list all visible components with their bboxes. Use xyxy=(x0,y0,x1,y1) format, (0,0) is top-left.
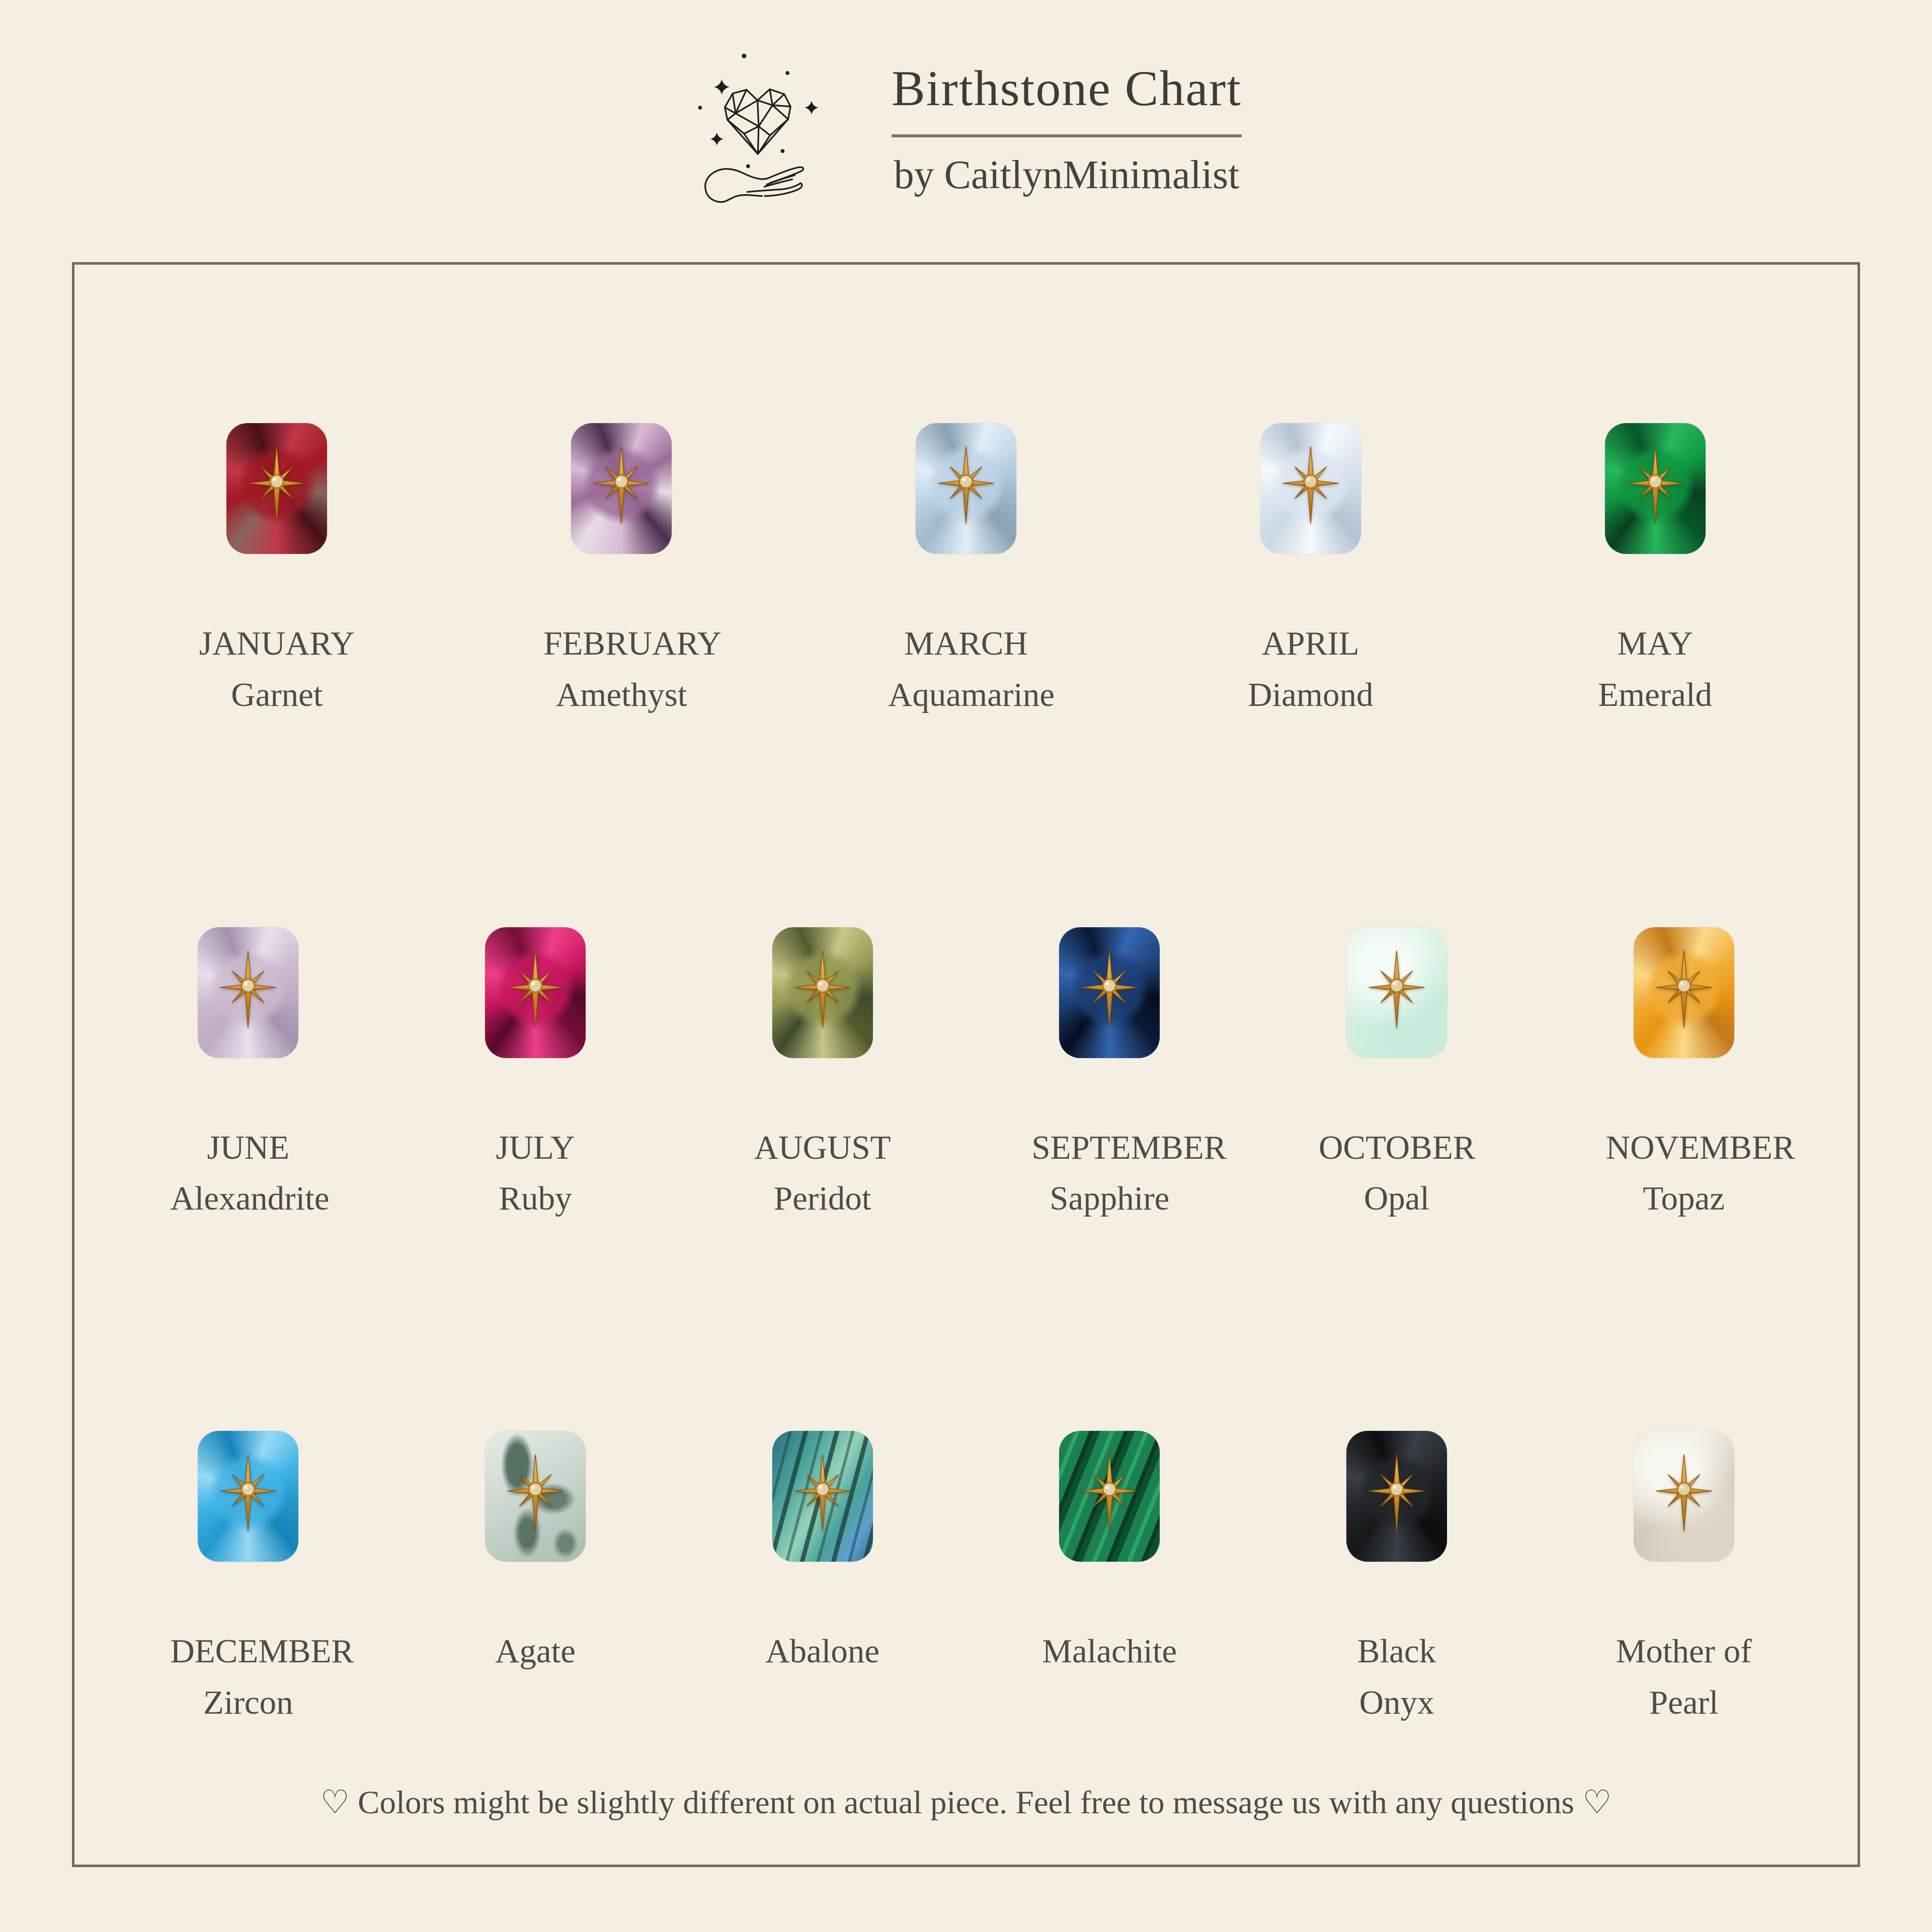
gem-tile-ruby xyxy=(392,927,679,1225)
gem-swatch xyxy=(1346,927,1447,1058)
stone-name-label: Ruby xyxy=(499,1180,572,1218)
heart-in-hand-logo-icon xyxy=(690,31,856,226)
month-label: SEPTEMBER xyxy=(1031,1129,1227,1166)
stone-name-label: Mother of Pearl xyxy=(1616,1633,1752,1722)
stone-name-label: Aquamarine xyxy=(888,676,1055,713)
gem-label xyxy=(1605,1122,1795,1225)
stone-name-label: Black Onyx xyxy=(1357,1633,1436,1722)
month-label: JULY xyxy=(496,1129,575,1166)
gem-label xyxy=(1042,1626,1177,1677)
gem-swatch xyxy=(198,1431,298,1562)
north-star-stud-icon xyxy=(592,445,651,529)
month-label: MAY xyxy=(1617,625,1693,662)
gem-label xyxy=(1606,1626,1762,1729)
gem-label xyxy=(765,1626,879,1677)
month-label: NOVEMBER xyxy=(1605,1129,1795,1166)
gem-label xyxy=(754,1122,891,1225)
gem-swatch xyxy=(772,927,873,1058)
north-star-stud-icon xyxy=(1080,1453,1139,1537)
gem-swatch xyxy=(1346,1431,1447,1562)
title-divider xyxy=(892,134,1242,137)
stone-name-label: Abalone xyxy=(765,1633,880,1670)
stone-name-label: Agate xyxy=(495,1633,576,1670)
north-star-stud-icon xyxy=(218,1453,278,1537)
gem-label xyxy=(496,1122,575,1225)
gem-tile-garnet xyxy=(105,423,449,721)
gem-swatch xyxy=(1059,1431,1160,1562)
gem-tile-diamond xyxy=(1138,423,1483,721)
north-star-stud-icon xyxy=(218,949,278,1032)
north-star-stud-icon xyxy=(247,445,306,529)
gem-tile-alexandrite xyxy=(105,927,392,1225)
gem-tile-aquamarine xyxy=(794,423,1139,721)
gem-label xyxy=(199,618,355,721)
gem-row-3 xyxy=(105,1431,1827,1729)
gem-label xyxy=(888,618,1055,721)
north-star-stud-icon xyxy=(506,1453,565,1537)
page-title: Birthstone Chart xyxy=(892,60,1242,116)
north-star-stud-icon xyxy=(1367,1453,1426,1537)
gem-tile-zircon xyxy=(105,1431,392,1729)
gem-tile-emerald xyxy=(1483,423,1827,721)
gem-swatch xyxy=(1260,423,1361,554)
gem-tile-malachite xyxy=(966,1431,1253,1729)
stone-name-label: Peridot xyxy=(773,1180,871,1218)
stone-name-label: Malachite xyxy=(1042,1633,1177,1670)
month-label: FEBRUARY xyxy=(543,625,721,662)
month-label: AUGUST xyxy=(754,1129,891,1166)
gem-label xyxy=(543,618,721,721)
stone-name-label: Topaz xyxy=(1643,1180,1725,1218)
gem-label xyxy=(1598,618,1712,721)
page-subtitle: by CaitlynMinimalist xyxy=(894,153,1240,197)
gem-rows xyxy=(105,423,1827,1729)
gem-tile-topaz xyxy=(1540,927,1827,1225)
north-star-stud-icon xyxy=(936,445,996,529)
stone-name-label: Sapphire xyxy=(1050,1180,1170,1218)
north-star-stud-icon xyxy=(506,949,565,1032)
month-label: OCTOBER xyxy=(1319,1129,1476,1166)
title-block xyxy=(892,59,1242,198)
gem-swatch xyxy=(485,927,586,1058)
gem-swatch xyxy=(571,423,672,554)
north-star-stud-icon xyxy=(1626,445,1685,529)
gem-label xyxy=(1319,1122,1475,1225)
gem-swatch xyxy=(1605,423,1706,554)
gem-label xyxy=(1248,618,1373,721)
gem-label xyxy=(1319,1626,1475,1729)
gem-tile-abalone xyxy=(679,1431,966,1729)
north-star-stud-icon xyxy=(793,949,852,1032)
gem-tile-amethyst xyxy=(449,423,794,721)
north-star-stud-icon xyxy=(1367,949,1426,1032)
gem-tile-black-onyx xyxy=(1253,1431,1541,1729)
north-star-stud-icon xyxy=(1080,949,1139,1032)
gem-swatch xyxy=(226,423,327,554)
gem-swatch xyxy=(772,1431,873,1562)
gem-label xyxy=(170,1626,354,1729)
gem-tile-mother-of-pearl xyxy=(1540,1431,1827,1729)
north-star-stud-icon xyxy=(793,1453,852,1537)
stone-name-label: Opal xyxy=(1363,1180,1430,1218)
stone-name-label: Zircon xyxy=(203,1684,293,1722)
gem-tile-agate xyxy=(392,1431,679,1729)
stone-name-label: Diamond xyxy=(1248,676,1374,713)
gem-label xyxy=(1031,1122,1227,1225)
gem-label xyxy=(170,1122,330,1225)
north-star-stud-icon xyxy=(1281,445,1340,529)
month-label: JUNE xyxy=(207,1129,290,1166)
gem-label xyxy=(495,1626,576,1677)
gem-tile-peridot xyxy=(679,927,966,1225)
gem-tile-opal xyxy=(1253,927,1541,1225)
gem-swatch xyxy=(1634,1431,1734,1562)
gem-row-1 xyxy=(105,423,1827,721)
header xyxy=(0,31,1932,226)
stone-name-label: Amethyst xyxy=(555,676,687,713)
gem-row-2 xyxy=(105,927,1827,1225)
footer-note: ♡ Colors might be slightly different on actual piece. Feel free to message us with any questions ♡ xyxy=(320,1785,1612,1821)
stone-name-label: Garnet xyxy=(231,676,323,713)
gem-swatch xyxy=(1059,927,1160,1058)
month-label: APRIL xyxy=(1262,625,1359,662)
month-label: MARCH xyxy=(904,625,1028,662)
gem-swatch xyxy=(1634,927,1734,1058)
stone-name-label: Emerald xyxy=(1598,676,1713,713)
gem-swatch xyxy=(198,927,298,1058)
north-star-stud-icon xyxy=(1654,1453,1714,1537)
month-label: DECEMBER xyxy=(170,1633,354,1670)
north-star-stud-icon xyxy=(1654,949,1714,1032)
gem-swatch xyxy=(916,423,1016,554)
stone-name-label: Alexandrite xyxy=(170,1180,330,1218)
gem-tile-sapphire xyxy=(966,927,1253,1225)
birthstone-board xyxy=(72,262,1860,1867)
month-label: JANUARY xyxy=(199,625,355,662)
gem-swatch xyxy=(485,1431,586,1562)
